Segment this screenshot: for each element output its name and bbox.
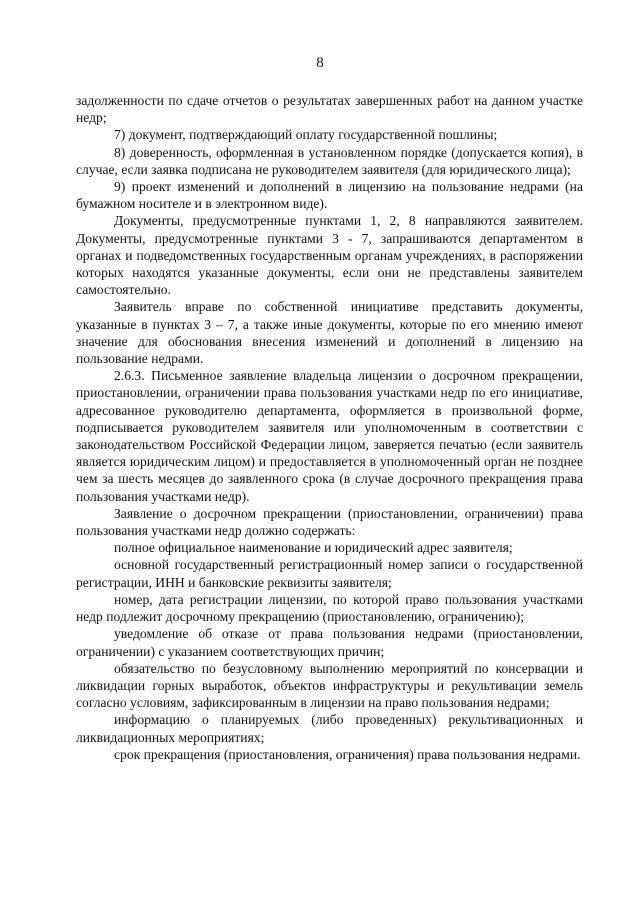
list-item-8: 8) доверенность, оформленная в установленном порядке (допускается копия), в случае, если заявка подписана не руководителем заявителя (для юридического лица); bbox=[76, 144, 583, 177]
document-body bbox=[76, 92, 583, 763]
requirement-recultivation-info: информацию о планируемых (либо проведенных) рекультивационных и ликвидационных мероприятиях; bbox=[76, 712, 583, 745]
requirement-ogrn-inn: основной государственный регистрационный номер записи о государственной регистрации, ИНН и банковские реквизиты заявителя; bbox=[76, 557, 583, 590]
requirement-refusal-notice: уведомление об отказе от права пользования недрами (приостановлении, ограничении) с указанием соответствующих причин; bbox=[76, 626, 583, 659]
paragraph-continuation: задолженности по сдаче отчетов о результатах завершенных работ на данном участке недр; bbox=[76, 93, 583, 126]
paragraph-applicant-right: Заявитель вправе по собственной инициативе представить документы, указанные в пунктах 3 – 7, а также иные документы, которые по его мнению имеют значение для обоснования внесения изменений и дополнений в лицензию на пользование недрами. bbox=[76, 299, 583, 367]
list-item-7: 7) документ, подтверждающий оплату государственной пошлины; bbox=[114, 127, 498, 143]
requirement-termination-date: срок прекращения (приостановления, ограничения) права пользования недрами. bbox=[114, 746, 581, 762]
section-2-6-3: 2.6.3. Письменное заявление владельца лицензии о досрочном прекращении, приостановлении, ограничении права пользования участками недр по его инициативе, адресованное руководителю департамента, оформляется в произвольной форме, подписывается руководителем заявителя или уполномоченным в соответствии с законодательством Российской Федерации лицом, заверяется печатью (если заявитель является юридическим лицом) и предоставляется в уполномоченный орган не позднее чем за шесть месяцев до заявленного срока (в случае досрочного прекращения права пользования участками недр). bbox=[76, 368, 583, 504]
paragraph-documents-sources: Документы, предусмотренные пунктами 1, 2, 8 направляются заявителем. Документы, предусмотренные пунктами 3 - 7, запрашиваются департаментом в органах и подведомственных государственным органам учреждениях, в распоряжении которых находятся указанные документы, если они не представлены заявителем самостоятельно. bbox=[76, 213, 583, 298]
list-item-9: 9) проект изменений и дополнений в лицензию на пользование недрами (на бумажном носителе и в электронном виде). bbox=[76, 179, 583, 212]
paragraph-application-contents: Заявление о досрочном прекращении (приостановлении, ограничении) права пользования участками недр должно содержать: bbox=[76, 505, 583, 539]
requirement-obligation: обязательство по безусловному выполнению мероприятий по консервации и ликвидации горных выработок, объектов инфраструктуры и рекультивации земель согласно условиям, зафиксированным в лицензии на право пользования недрами; bbox=[76, 660, 583, 711]
requirement-name-address: полное официальное наименование и юридический адрес заявителя; bbox=[114, 540, 513, 556]
page-number: 8 bbox=[316, 55, 324, 71]
requirement-license-number: номер, дата регистрации лицензии, по которой право пользования участками недр подлежит досрочному прекращению (приостановлению, ограничению); bbox=[76, 591, 583, 625]
